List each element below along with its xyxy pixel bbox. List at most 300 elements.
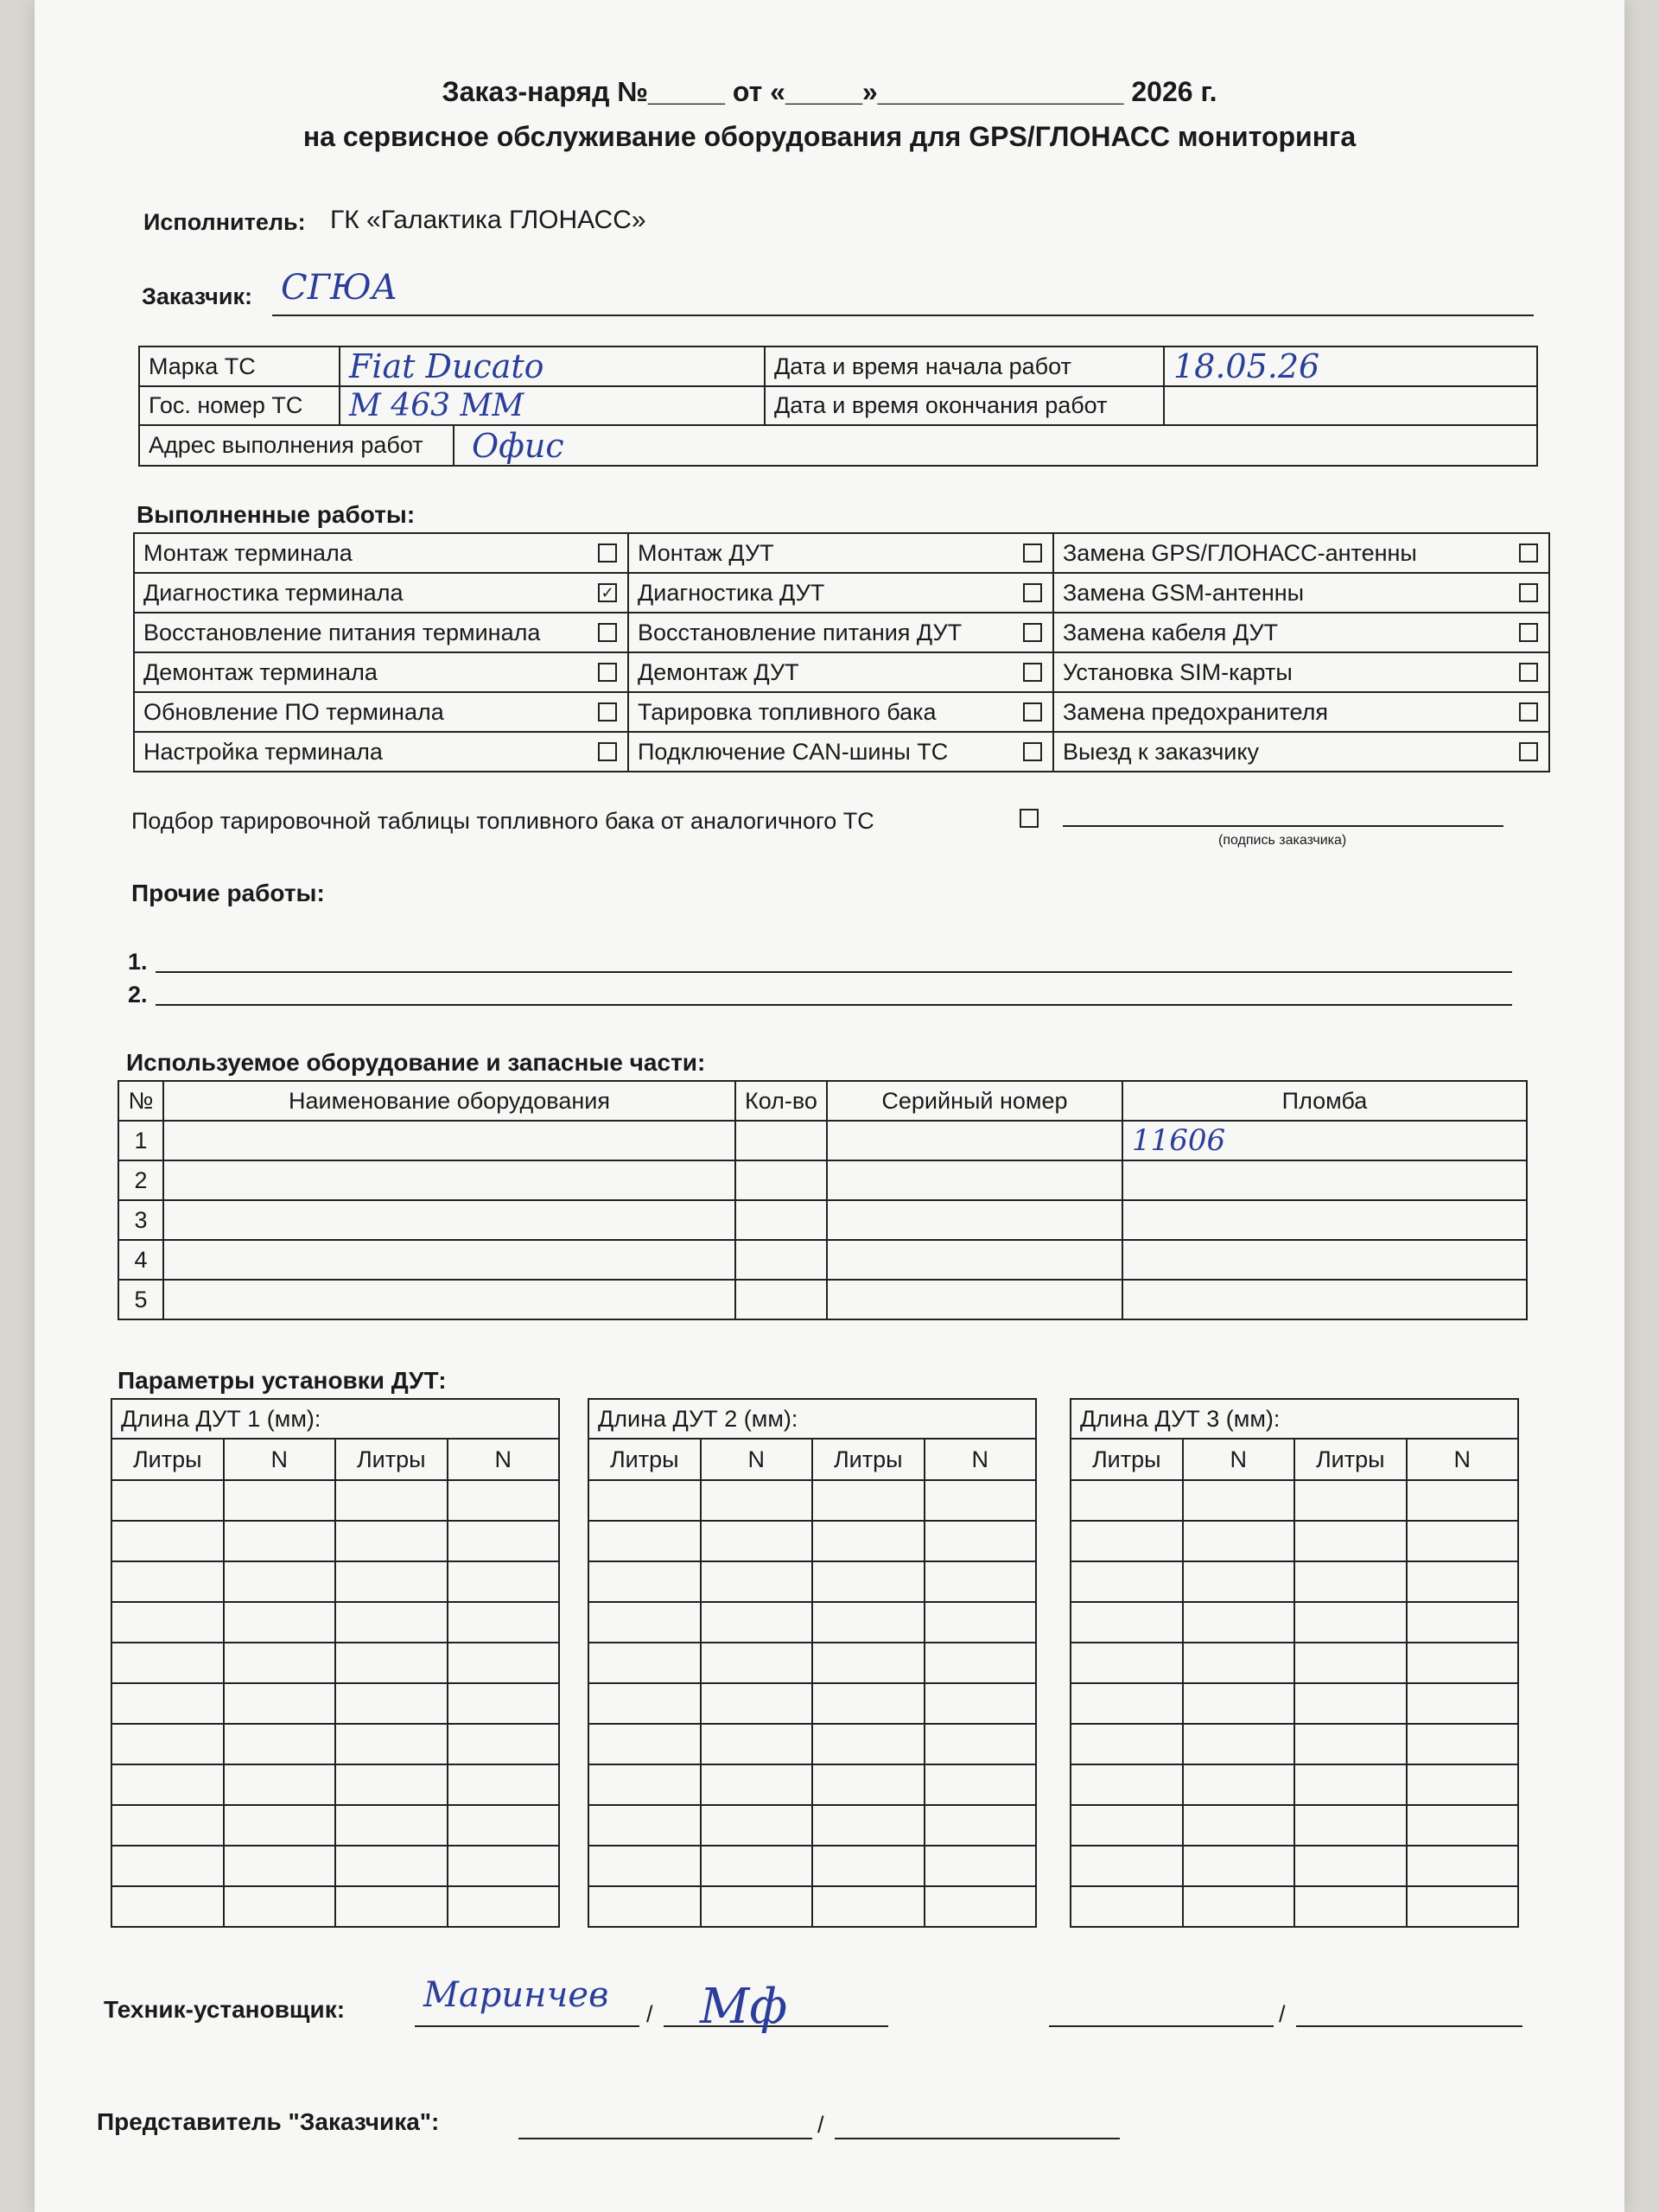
equipment-cell xyxy=(827,1160,1122,1200)
works-item-label: Подключение CAN-шины ТС xyxy=(638,738,949,765)
dut-header-row xyxy=(111,1439,559,1480)
dut-row xyxy=(1071,1846,1518,1886)
dut-cell xyxy=(335,1724,448,1764)
dut-cell xyxy=(224,1683,336,1724)
works-item-checkbox[interactable] xyxy=(1023,583,1042,602)
dut-cell xyxy=(111,1724,224,1764)
dut-row xyxy=(111,1521,559,1561)
vehicle-table xyxy=(138,346,1538,467)
dut-cell xyxy=(925,1805,1037,1846)
dut-row xyxy=(111,1805,559,1846)
works-item-checkbox[interactable] xyxy=(598,623,617,642)
brand-label: Марка ТС xyxy=(139,346,340,386)
dut-cell xyxy=(812,1724,925,1764)
equipment-row xyxy=(118,1121,1527,1160)
works-item-checkbox[interactable] xyxy=(1023,702,1042,721)
dut-cell xyxy=(812,1805,925,1846)
works-item-label: Выезд к заказчику xyxy=(1063,738,1259,765)
document-title: Заказ-наряд №_____ от «_____»________________ 2026 г. xyxy=(442,76,1217,107)
tech2-name-line xyxy=(1049,2025,1274,2027)
dut-cell xyxy=(448,1602,560,1643)
works-item-label: Монтаж терминала xyxy=(143,539,353,566)
dut-cell xyxy=(925,1683,1037,1724)
works-row xyxy=(134,652,1549,692)
signature-caption: (подпись заказчика) xyxy=(1218,833,1347,848)
tech-name-line xyxy=(415,2025,639,2027)
dut-cell xyxy=(1407,1521,1519,1561)
equipment-header-qty: Кол-во xyxy=(735,1081,827,1121)
brand-value: Fiat Ducato xyxy=(340,346,765,386)
dut-cell xyxy=(1071,1561,1183,1602)
dut-cell xyxy=(111,1683,224,1724)
works-item xyxy=(1053,533,1549,573)
dut-row xyxy=(588,1846,1036,1886)
dut-cell xyxy=(448,1764,560,1805)
dut-cell xyxy=(448,1724,560,1764)
dut-cell xyxy=(335,1561,448,1602)
dut-cell xyxy=(701,1683,813,1724)
works-item-checkbox[interactable] xyxy=(598,702,617,721)
tariff-text: Подбор тарировочной таблицы топливного бака от аналогичного ТС xyxy=(131,808,874,834)
dut-cell xyxy=(1407,1764,1519,1805)
dut-cell xyxy=(1294,1886,1407,1927)
equipment-cell xyxy=(735,1121,827,1160)
customer-value: СГЮА xyxy=(281,268,398,308)
works-item xyxy=(1053,732,1549,772)
equipment-table xyxy=(118,1080,1528,1320)
dut-col-header: Литры xyxy=(812,1439,925,1480)
dut-title-row xyxy=(111,1399,559,1439)
dut-cell xyxy=(111,1602,224,1643)
equipment-cell xyxy=(163,1160,735,1200)
dut-cell xyxy=(1294,1846,1407,1886)
equipment-row-number: 2 xyxy=(118,1160,163,1200)
dut-cell xyxy=(812,1886,925,1927)
dut-col-header: N xyxy=(448,1439,560,1480)
dut-cell xyxy=(701,1886,813,1927)
works-row xyxy=(134,533,1549,573)
dut-cell xyxy=(335,1764,448,1805)
dut-cell xyxy=(224,1602,336,1643)
dut-cell xyxy=(1407,1886,1519,1927)
equipment-cell xyxy=(735,1240,827,1280)
works-item-checkbox[interactable] xyxy=(1023,742,1042,761)
other-line-1 xyxy=(156,971,1512,973)
dut-row xyxy=(111,1764,559,1805)
works-item xyxy=(134,732,628,772)
works-heading: Выполненные работы: xyxy=(137,501,416,528)
dut-cell xyxy=(588,1683,701,1724)
dut-title-row xyxy=(1071,1399,1518,1439)
equipment-cell xyxy=(827,1280,1122,1319)
dut-table-1 xyxy=(111,1398,560,1928)
dut-cell xyxy=(1071,1643,1183,1683)
dut-row xyxy=(588,1805,1036,1846)
dut-row xyxy=(588,1886,1036,1927)
dut-cell xyxy=(588,1561,701,1602)
works-item-label: Обновление ПО терминала xyxy=(143,698,444,725)
dut-cell xyxy=(224,1764,336,1805)
dut-cell xyxy=(701,1521,813,1561)
dut-cell xyxy=(111,1805,224,1846)
dut-cell xyxy=(335,1805,448,1846)
dut-cell xyxy=(925,1846,1037,1886)
dut-cell xyxy=(701,1846,813,1886)
dut-table-title: Длина ДУТ 1 (мм): xyxy=(111,1399,559,1439)
works-item-checkbox[interactable] xyxy=(1519,702,1538,721)
equipment-cell: 11606 xyxy=(1122,1121,1527,1160)
dut-row xyxy=(1071,1521,1518,1561)
dut-cell xyxy=(111,1764,224,1805)
dut-row xyxy=(588,1561,1036,1602)
dut-cell xyxy=(1071,1480,1183,1521)
equipment-cell xyxy=(1122,1280,1527,1319)
dut-cell xyxy=(925,1480,1037,1521)
works-item-checkbox[interactable] xyxy=(1519,583,1538,602)
dut-cell xyxy=(701,1480,813,1521)
dut-cell xyxy=(701,1724,813,1764)
dut-cell xyxy=(448,1805,560,1846)
tariff-checkbox[interactable] xyxy=(1020,809,1039,828)
dut-cell xyxy=(1407,1805,1519,1846)
dut-cell xyxy=(335,1480,448,1521)
other-item-1: 1. xyxy=(128,949,148,975)
dut-row xyxy=(111,1846,559,1886)
equipment-cell xyxy=(827,1200,1122,1240)
dut-cell xyxy=(588,1480,701,1521)
customer-label: Заказчик: xyxy=(142,283,252,309)
executor-label: Исполнитель: xyxy=(143,209,306,235)
dut-cell xyxy=(111,1480,224,1521)
works-item xyxy=(628,533,1053,573)
dut-cell xyxy=(1183,1602,1295,1643)
dut-cell xyxy=(224,1561,336,1602)
works-item-label: Установка SIM-карты xyxy=(1063,658,1293,685)
dut-header-row xyxy=(588,1439,1036,1480)
dut-cell xyxy=(701,1643,813,1683)
dut-cell xyxy=(1183,1480,1295,1521)
dut-col-header: N xyxy=(1407,1439,1519,1480)
works-item xyxy=(1053,613,1549,652)
address-label: Адрес выполнения работ xyxy=(140,426,454,465)
dut-cell xyxy=(812,1480,925,1521)
works-item xyxy=(628,613,1053,652)
equipment-cell xyxy=(1122,1200,1527,1240)
rep-slash: / xyxy=(817,2112,824,2138)
works-row xyxy=(134,732,1549,772)
dut-table-title: Длина ДУТ 3 (мм): xyxy=(1071,1399,1518,1439)
dut-cell xyxy=(812,1846,925,1886)
dut-cell xyxy=(1071,1764,1183,1805)
dut-table-3 xyxy=(1070,1398,1519,1928)
dut-cell xyxy=(448,1683,560,1724)
works-item-label: Замена предохранителя xyxy=(1063,698,1328,725)
works-item-checkbox[interactable] xyxy=(1519,742,1538,761)
dut-col-header: N xyxy=(1183,1439,1295,1480)
works-item-checkbox[interactable] xyxy=(1519,543,1538,563)
works-item-checkbox[interactable] xyxy=(598,663,617,682)
dut-cell xyxy=(1183,1764,1295,1805)
dut-heading: Параметры установки ДУТ: xyxy=(118,1367,447,1394)
dut-cell xyxy=(335,1602,448,1643)
dut-table-2 xyxy=(588,1398,1037,1928)
dut-cell xyxy=(224,1521,336,1561)
works-item xyxy=(134,573,628,613)
dut-cell xyxy=(1183,1805,1295,1846)
tech-handwritten-signature: Мф xyxy=(700,1979,788,2035)
dut-cell xyxy=(588,1602,701,1643)
dut-row xyxy=(111,1683,559,1724)
works-item-label: Диагностика терминала xyxy=(143,579,404,606)
works-item-label: Тарировка топливного бака xyxy=(638,698,937,725)
dut-cell xyxy=(925,1643,1037,1683)
equipment-row xyxy=(118,1240,1527,1280)
works-row xyxy=(134,573,1549,613)
dut-cell xyxy=(701,1764,813,1805)
dut-cell xyxy=(1294,1683,1407,1724)
dut-row xyxy=(588,1480,1036,1521)
dut-row xyxy=(588,1683,1036,1724)
plate-label: Гос. номер ТС xyxy=(139,386,340,425)
works-item-checkbox[interactable] xyxy=(598,742,617,761)
dut-cell xyxy=(1071,1724,1183,1764)
dut-cell xyxy=(1294,1521,1407,1561)
dut-cell xyxy=(1071,1683,1183,1724)
dut-cell xyxy=(1407,1724,1519,1764)
dut-cell xyxy=(925,1724,1037,1764)
dut-cell xyxy=(111,1521,224,1561)
works-item-label: Демонтаж ДУТ xyxy=(638,658,799,685)
equipment-heading: Используемое оборудование и запасные части: xyxy=(126,1049,706,1076)
dut-cell xyxy=(1294,1561,1407,1602)
dut-cell xyxy=(1183,1724,1295,1764)
works-item-checkbox[interactable] xyxy=(1519,663,1538,682)
works-item-checkbox[interactable]: ✓ xyxy=(598,583,617,602)
other-line-2 xyxy=(156,1004,1512,1006)
equipment-header-name: Наименование оборудования xyxy=(163,1081,735,1121)
works-item xyxy=(628,692,1053,732)
equipment-row xyxy=(118,1280,1527,1319)
dut-cell xyxy=(1183,1846,1295,1886)
dut-row xyxy=(1071,1724,1518,1764)
dut-cell xyxy=(812,1561,925,1602)
equipment-header-row xyxy=(118,1081,1527,1121)
works-item xyxy=(134,533,628,573)
dut-cell xyxy=(335,1521,448,1561)
dut-cell xyxy=(588,1521,701,1561)
equipment-cell xyxy=(735,1160,827,1200)
dut-cell xyxy=(111,1846,224,1886)
dut-cell xyxy=(1407,1846,1519,1886)
dut-row xyxy=(588,1764,1036,1805)
dut-cell xyxy=(335,1846,448,1886)
dut-cell xyxy=(1183,1643,1295,1683)
dut-cell xyxy=(448,1561,560,1602)
dut-cell xyxy=(925,1561,1037,1602)
works-item xyxy=(628,652,1053,692)
dut-title-row xyxy=(588,1399,1036,1439)
customer-signature-line xyxy=(1063,825,1503,827)
dut-cell xyxy=(588,1846,701,1886)
dut-row xyxy=(111,1724,559,1764)
dut-table-title: Длина ДУТ 2 (мм): xyxy=(588,1399,1036,1439)
dut-row xyxy=(1071,1643,1518,1683)
dut-cell xyxy=(925,1886,1037,1927)
dut-cell xyxy=(224,1480,336,1521)
rep-label: Представитель "Заказчика": xyxy=(97,2108,440,2135)
equipment-row-number: 3 xyxy=(118,1200,163,1240)
dut-cell xyxy=(925,1521,1037,1561)
dut-row xyxy=(111,1643,559,1683)
dut-cell xyxy=(1294,1602,1407,1643)
works-item xyxy=(134,652,628,692)
dut-cell xyxy=(1407,1480,1519,1521)
equipment-cell xyxy=(827,1121,1122,1160)
works-item xyxy=(1053,573,1549,613)
equipment-header-serial: Серийный номер xyxy=(827,1081,1122,1121)
equipment-header-seal: Пломба xyxy=(1122,1081,1527,1121)
dut-col-header: N xyxy=(224,1439,336,1480)
dut-cell xyxy=(1183,1886,1295,1927)
dut-row xyxy=(111,1561,559,1602)
start-value: 18.05.26 xyxy=(1164,346,1537,386)
end-value xyxy=(1164,386,1537,425)
dut-cell xyxy=(588,1805,701,1846)
address-row xyxy=(139,425,1537,466)
tech2-slash: / xyxy=(1279,2001,1286,2027)
equipment-row-number: 4 xyxy=(118,1240,163,1280)
rep-sign-line xyxy=(835,2138,1120,2139)
dut-cell xyxy=(448,1846,560,1886)
works-item-label: Настройка терминала xyxy=(143,738,383,765)
dut-row xyxy=(1071,1886,1518,1927)
works-item-checkbox[interactable] xyxy=(1023,623,1042,642)
works-item-label: Замена кабеля ДУТ xyxy=(1063,619,1279,645)
document-sheet xyxy=(35,0,1624,2212)
dut-cell xyxy=(812,1521,925,1561)
tech2-sign-line xyxy=(1296,2025,1522,2027)
dut-cell xyxy=(1294,1764,1407,1805)
dut-cell xyxy=(701,1805,813,1846)
dut-cell xyxy=(1294,1724,1407,1764)
dut-cell xyxy=(588,1643,701,1683)
dut-row xyxy=(111,1480,559,1521)
works-table xyxy=(133,532,1550,772)
tech-name-signature: Маринчев xyxy=(423,1975,609,2015)
equipment-row-number: 1 xyxy=(118,1121,163,1160)
dut-cell xyxy=(111,1561,224,1602)
dut-cell xyxy=(224,1805,336,1846)
equipment-cell xyxy=(163,1121,735,1160)
other-heading: Прочие работы: xyxy=(131,880,325,906)
dut-cell xyxy=(1071,1846,1183,1886)
works-item-label: Демонтаж терминала xyxy=(143,658,378,685)
dut-cell xyxy=(925,1602,1037,1643)
dut-cell xyxy=(1407,1643,1519,1683)
dut-cell xyxy=(448,1480,560,1521)
dut-row xyxy=(1071,1764,1518,1805)
dut-row xyxy=(111,1886,559,1927)
works-item-checkbox[interactable] xyxy=(598,543,617,563)
dut-cell xyxy=(1183,1521,1295,1561)
works-item-checkbox[interactable] xyxy=(1023,543,1042,563)
dut-cell xyxy=(812,1643,925,1683)
dut-cell xyxy=(1294,1805,1407,1846)
equipment-row xyxy=(118,1160,1527,1200)
rep-name-line xyxy=(518,2138,812,2139)
works-item-label: Замена GPS/ГЛОНАСС-антенны xyxy=(1063,539,1417,566)
dut-header-row xyxy=(1071,1439,1518,1480)
works-item-checkbox[interactable] xyxy=(1519,623,1538,642)
dut-cell xyxy=(448,1886,560,1927)
dut-cell xyxy=(588,1724,701,1764)
dut-cell xyxy=(335,1643,448,1683)
works-item-checkbox[interactable] xyxy=(1023,663,1042,682)
equipment-header-no: № xyxy=(118,1081,163,1121)
works-item-label: Замена GSM-антенны xyxy=(1063,579,1305,606)
dut-cell xyxy=(224,1643,336,1683)
dut-col-header: Литры xyxy=(588,1439,701,1480)
dut-cell xyxy=(1071,1521,1183,1561)
equipment-cell xyxy=(163,1200,735,1240)
dut-col-header: Литры xyxy=(1071,1439,1183,1480)
dut-row xyxy=(1071,1805,1518,1846)
works-item-label: Восстановление питания ДУТ xyxy=(638,619,963,645)
dut-row xyxy=(588,1724,1036,1764)
dut-cell xyxy=(1294,1643,1407,1683)
dut-cell xyxy=(1071,1602,1183,1643)
dut-cell xyxy=(335,1683,448,1724)
dut-row xyxy=(588,1521,1036,1561)
dut-cell xyxy=(925,1764,1037,1805)
dut-col-header: N xyxy=(701,1439,813,1480)
dut-cell xyxy=(224,1886,336,1927)
dut-cell xyxy=(1407,1602,1519,1643)
dut-cell xyxy=(111,1886,224,1927)
dut-col-header: Литры xyxy=(111,1439,224,1480)
dut-cell xyxy=(224,1724,336,1764)
tech-label: Техник-установщик: xyxy=(104,1996,346,2023)
dut-cell xyxy=(1407,1683,1519,1724)
dut-row xyxy=(1071,1602,1518,1643)
equipment-cell xyxy=(827,1240,1122,1280)
dut-cell xyxy=(1183,1561,1295,1602)
dut-row xyxy=(1071,1561,1518,1602)
dut-cell xyxy=(1183,1683,1295,1724)
other-item-2: 2. xyxy=(128,982,148,1007)
dut-col-header: N xyxy=(925,1439,1037,1480)
works-item xyxy=(1053,692,1549,732)
works-item xyxy=(628,573,1053,613)
dut-col-header: Литры xyxy=(1294,1439,1407,1480)
works-item xyxy=(628,732,1053,772)
dut-cell xyxy=(701,1561,813,1602)
tech-slash: / xyxy=(646,2001,653,2027)
equipment-cell xyxy=(1122,1160,1527,1200)
works-row xyxy=(134,692,1549,732)
dut-cell xyxy=(812,1683,925,1724)
dut-cell xyxy=(812,1602,925,1643)
equipment-cell xyxy=(735,1280,827,1319)
dut-cell xyxy=(1071,1805,1183,1846)
dut-cell xyxy=(1071,1886,1183,1927)
dut-cell xyxy=(224,1846,336,1886)
dut-row xyxy=(1071,1683,1518,1724)
equipment-cell xyxy=(735,1200,827,1240)
dut-cell xyxy=(448,1643,560,1683)
dut-cell xyxy=(448,1521,560,1561)
start-label: Дата и время начала работ xyxy=(765,346,1164,386)
